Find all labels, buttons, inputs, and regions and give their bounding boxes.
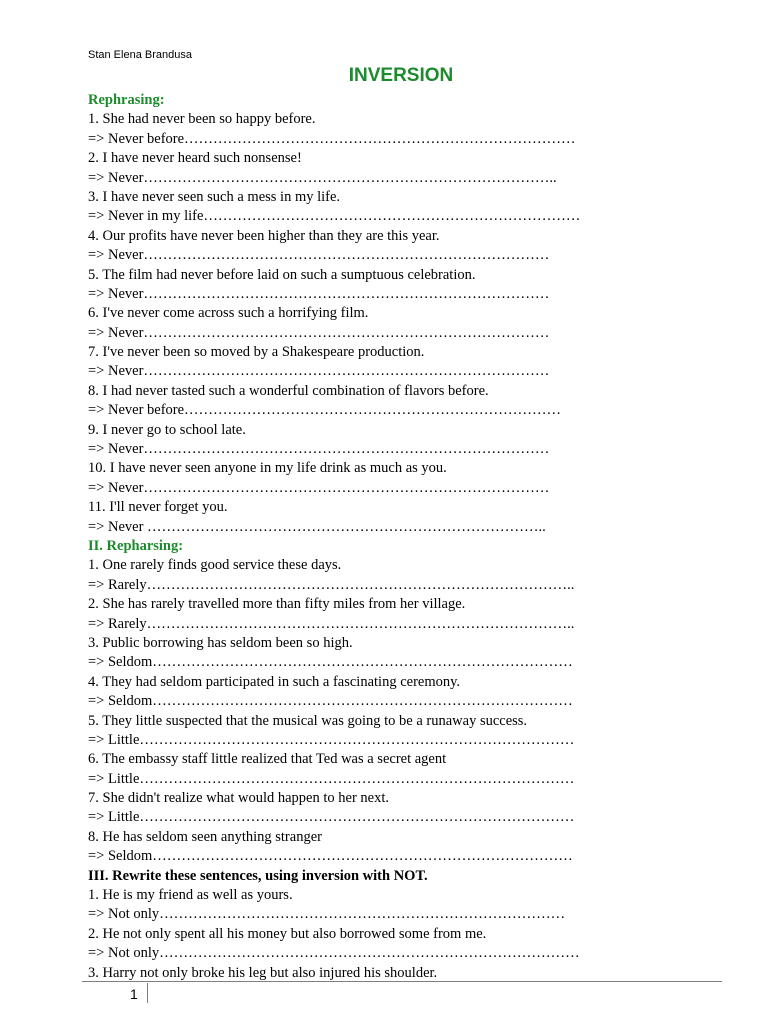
exercise-item: 9. I never go to school late. <box>88 421 246 438</box>
exercise-item: 7. I've never been so moved by a Shakespeare production. <box>88 344 425 361</box>
exercise-item: 1. She had never been so happy before. <box>88 111 316 128</box>
answer-line: => Little……………………………………………………………………………… <box>88 770 575 787</box>
exercise-item: 1. One rarely finds good service these days. <box>88 557 342 574</box>
answer-line: => Never before……………………………………………………………………… <box>88 130 576 147</box>
exercise-item: 1. He is my friend as well as yours. <box>88 887 293 904</box>
answer-line: => Not only…………………………………………………………………………… <box>88 945 580 962</box>
answer-line: => Never in my life…………………………………………………………………… <box>88 208 581 225</box>
exercise-item: 4. Our profits have never been higher than they are this year. <box>88 227 440 244</box>
page-title: INVERSION <box>348 65 454 86</box>
page-number-divider <box>147 983 148 1003</box>
answer-line: => Seldom…………………………………………………………………………… <box>88 693 573 710</box>
section-heading: Rephrasing: <box>88 92 165 108</box>
footer-rule <box>82 981 722 982</box>
worksheet-body <box>88 91 708 983</box>
author-name: Stan Elena Brandusa <box>88 49 192 61</box>
exercise-item: 10. I have never seen anyone in my life drink as much as you. <box>88 460 447 477</box>
exercise-item: 2. She has rarely travelled more than fifty miles from her village. <box>88 596 466 613</box>
exercise-item: 6. I've never come across such a horrifying film. <box>88 305 369 322</box>
exercise-item: 5. The film had never before laid on such a sumptuous celebration. <box>88 266 476 283</box>
answer-line: => Never before…………………………………………………………………… <box>88 402 562 419</box>
answer-line: => Never………………………………………………………………………… <box>88 441 550 458</box>
answer-line: => Seldom…………………………………………………………………………… <box>88 848 573 865</box>
exercise-item: 2. I have never heard such nonsense! <box>88 150 302 167</box>
section-heading: II. Repharsing: <box>88 537 184 554</box>
exercise-item: 6. The embassy staff little realized that Ted was a secret agent <box>88 751 447 768</box>
exercise-item: 5. They little suspected that the musical was going to be a runaway success. <box>88 712 528 729</box>
answer-line: => Rarely…………………………………………………………………………….. <box>88 615 575 632</box>
answer-line: => Little……………………………………………………………………………… <box>88 731 575 748</box>
answer-line: => Little……………………………………………………………………………… <box>88 809 575 826</box>
exercise-item: 3. Harry not only broke his leg but also injured his shoulder. <box>88 964 438 981</box>
exercise-item: 11. I'll never forget you. <box>88 499 228 516</box>
answer-line: => Never………………………………………………………………………… <box>88 247 550 264</box>
page-number: 1 <box>130 986 138 1002</box>
exercise-item: 4. They had seldom participated in such a fascinating ceremony. <box>88 673 461 690</box>
answer-line: => Seldom…………………………………………………………………………… <box>88 654 573 671</box>
exercise-item: 2. He not only spent all his money but also borrowed some from me. <box>88 925 487 942</box>
answer-line: => Never………………………………………………………………………… <box>88 324 550 341</box>
answer-line: => Never ……………………………………………………………………….. <box>88 518 546 535</box>
section-heading: III. Rewrite these sentences, using inversion with NOT. <box>88 867 428 884</box>
exercise-item: 7. She didn't realize what would happen to her next. <box>88 790 389 807</box>
answer-line: => Rarely…………………………………………………………………………….. <box>88 576 575 593</box>
answer-line: => Never………………………………………………………………………… <box>88 285 550 302</box>
answer-line: => Not only………………………………………………………………………… <box>88 906 566 923</box>
exercise-item: 8. I had never tasted such a wonderful combination of flavors before. <box>88 382 489 399</box>
exercise-item: 3. I have never seen such a mess in my life. <box>88 188 341 205</box>
answer-line: => Never………………………………………………………………………… <box>88 363 550 380</box>
answer-line: => Never………………………………………………………………………… <box>88 479 550 496</box>
exercise-item: 8. He has seldom seen anything stranger <box>88 828 322 845</box>
exercise-item: 3. Public borrowing has seldom been so high. <box>88 634 353 651</box>
answer-line: => Never………………………………………………………………………….. <box>88 169 557 186</box>
